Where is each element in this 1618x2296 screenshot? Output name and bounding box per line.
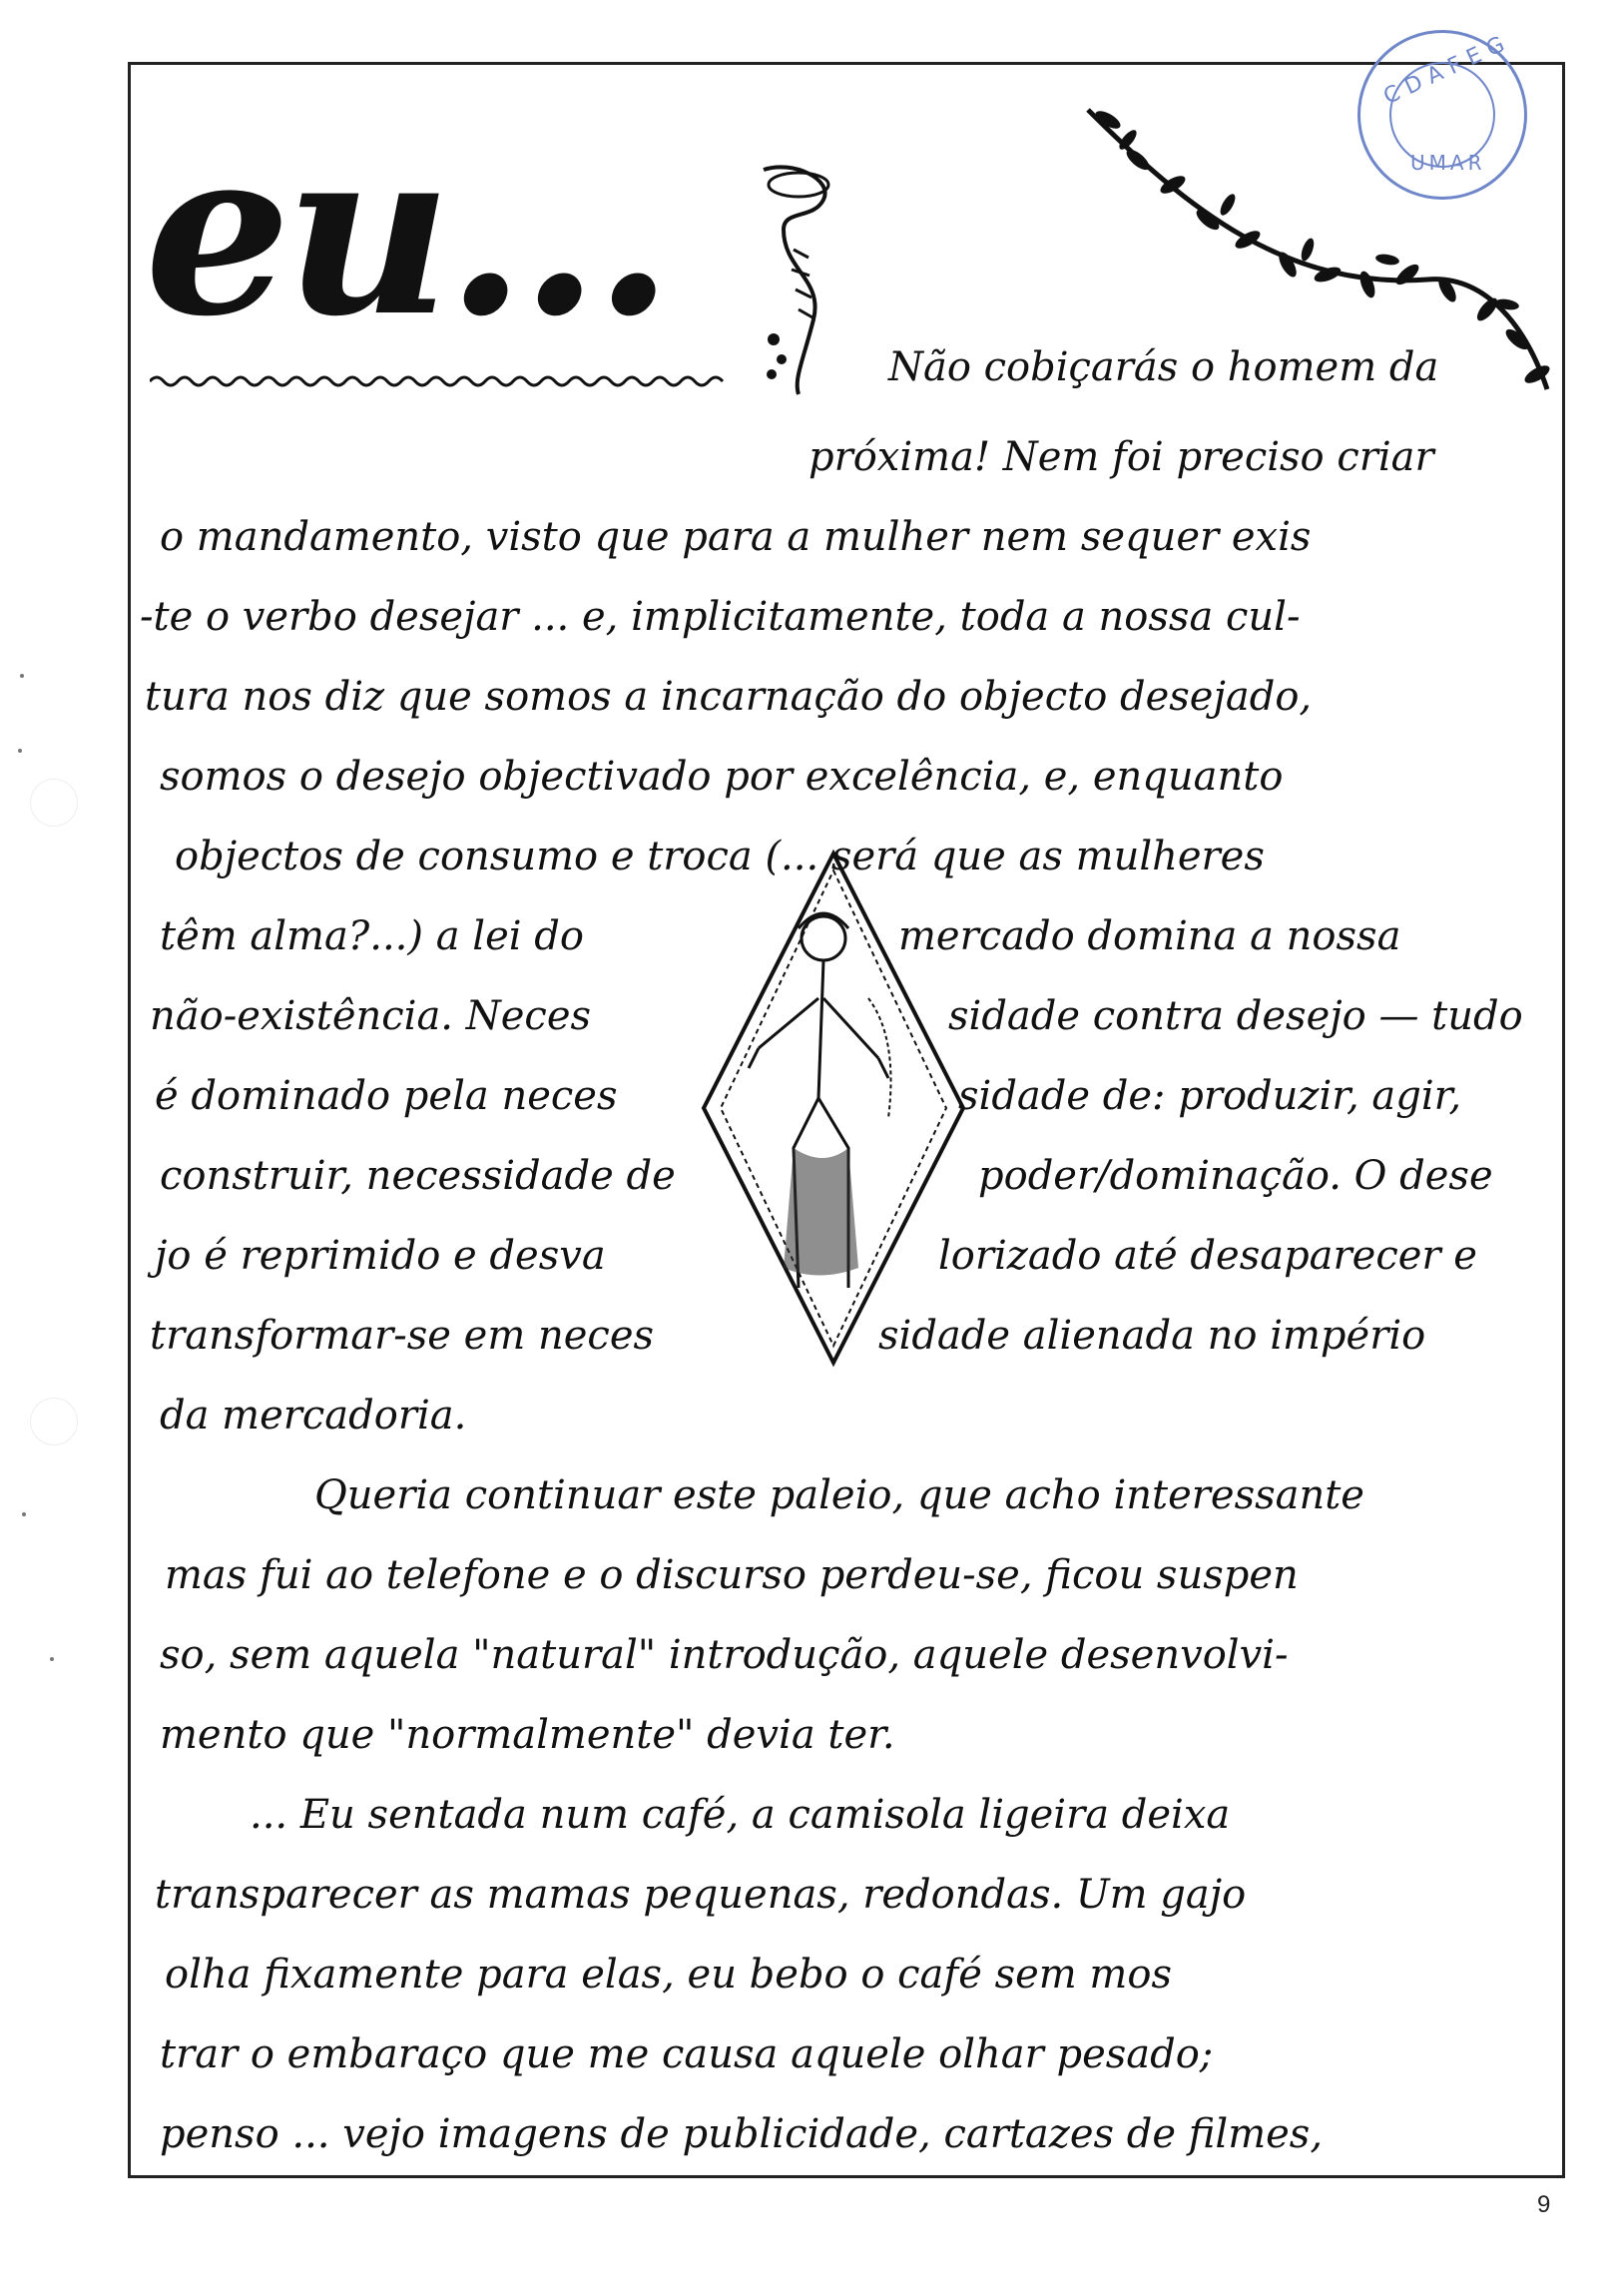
page-title: eu... xyxy=(145,98,668,367)
text-line: sidade contra desejo — tudo xyxy=(948,993,1523,1039)
text-line: lorizado até desaparecer e xyxy=(938,1233,1477,1279)
punch-hole xyxy=(30,1398,78,1445)
text-line: mento que "normalmente" devia ter. xyxy=(160,1712,895,1758)
page-number: 9 xyxy=(1537,2191,1551,2218)
text-line: da mercadoria. xyxy=(160,1393,467,1438)
text-line: têm alma?...) a lei do xyxy=(160,913,584,959)
text-line: objectos de consumo e troca (... será que as mulheres xyxy=(175,834,1265,879)
text-line: ... Eu sentada num café, a camisola ligeira deixa xyxy=(250,1792,1231,1838)
speck xyxy=(20,674,24,678)
text-line: Não cobiçarás o homem da xyxy=(888,344,1439,390)
text-line: trar o embaraço que me causa aquele olhar pesado; xyxy=(160,2031,1214,2077)
text-line: sidade alienada no império xyxy=(878,1313,1426,1359)
text-line: tura nos diz que somos a incarnação do objecto desejado, xyxy=(145,674,1313,720)
text-line: poder/dominação. O dese xyxy=(978,1153,1493,1199)
punch-hole xyxy=(30,779,78,827)
text-line: olha fixamente para elas, eu bebo o café sem mos xyxy=(165,1952,1172,1998)
stamp-top-text: CDAFEG xyxy=(1379,28,1516,111)
stamp-bottom-text: UMAR xyxy=(1410,151,1486,175)
text-line: jo é reprimido e desva xyxy=(155,1233,606,1279)
text-line: é dominado pela neces xyxy=(155,1073,618,1119)
text-line: penso ... vejo imagens de publicidade, cartazes de filmes, xyxy=(160,2111,1324,2157)
text-line: próxima! Nem foi preciso criar xyxy=(809,434,1434,480)
text-line: -te o verbo desejar ... e, implicitamente, toda a nossa cul- xyxy=(140,594,1301,640)
text-line: Queria continuar este paleio, que acho interessante xyxy=(314,1472,1364,1518)
text-line: mas fui ao telefone e o discurso perdeu-se, ficou suspen xyxy=(165,1552,1299,1598)
text-line: o mandamento, visto que para a mulher nem sequer exis xyxy=(160,514,1312,560)
text-line: sidade de: produzir, agir, xyxy=(958,1073,1462,1119)
text-line: construir, necessidade de xyxy=(160,1153,676,1199)
text-line: so, sem aquela "natural" introdução, aquele desenvolvi- xyxy=(160,1632,1289,1678)
speck xyxy=(50,1657,54,1661)
speck xyxy=(22,1512,26,1516)
wavy-underline xyxy=(150,371,729,391)
text-line: transparecer as mamas pequenas, redondas. Um gajo xyxy=(155,1872,1247,1918)
speck xyxy=(18,749,22,753)
bird-illustration xyxy=(744,160,863,399)
text-line: transformar-se em neces xyxy=(150,1313,655,1359)
text-line: não-existência. Neces xyxy=(150,993,592,1039)
text-line: mercado domina a nossa xyxy=(898,913,1401,959)
text-line: somos o desejo objectivado por excelência, e, enquanto xyxy=(160,754,1284,800)
